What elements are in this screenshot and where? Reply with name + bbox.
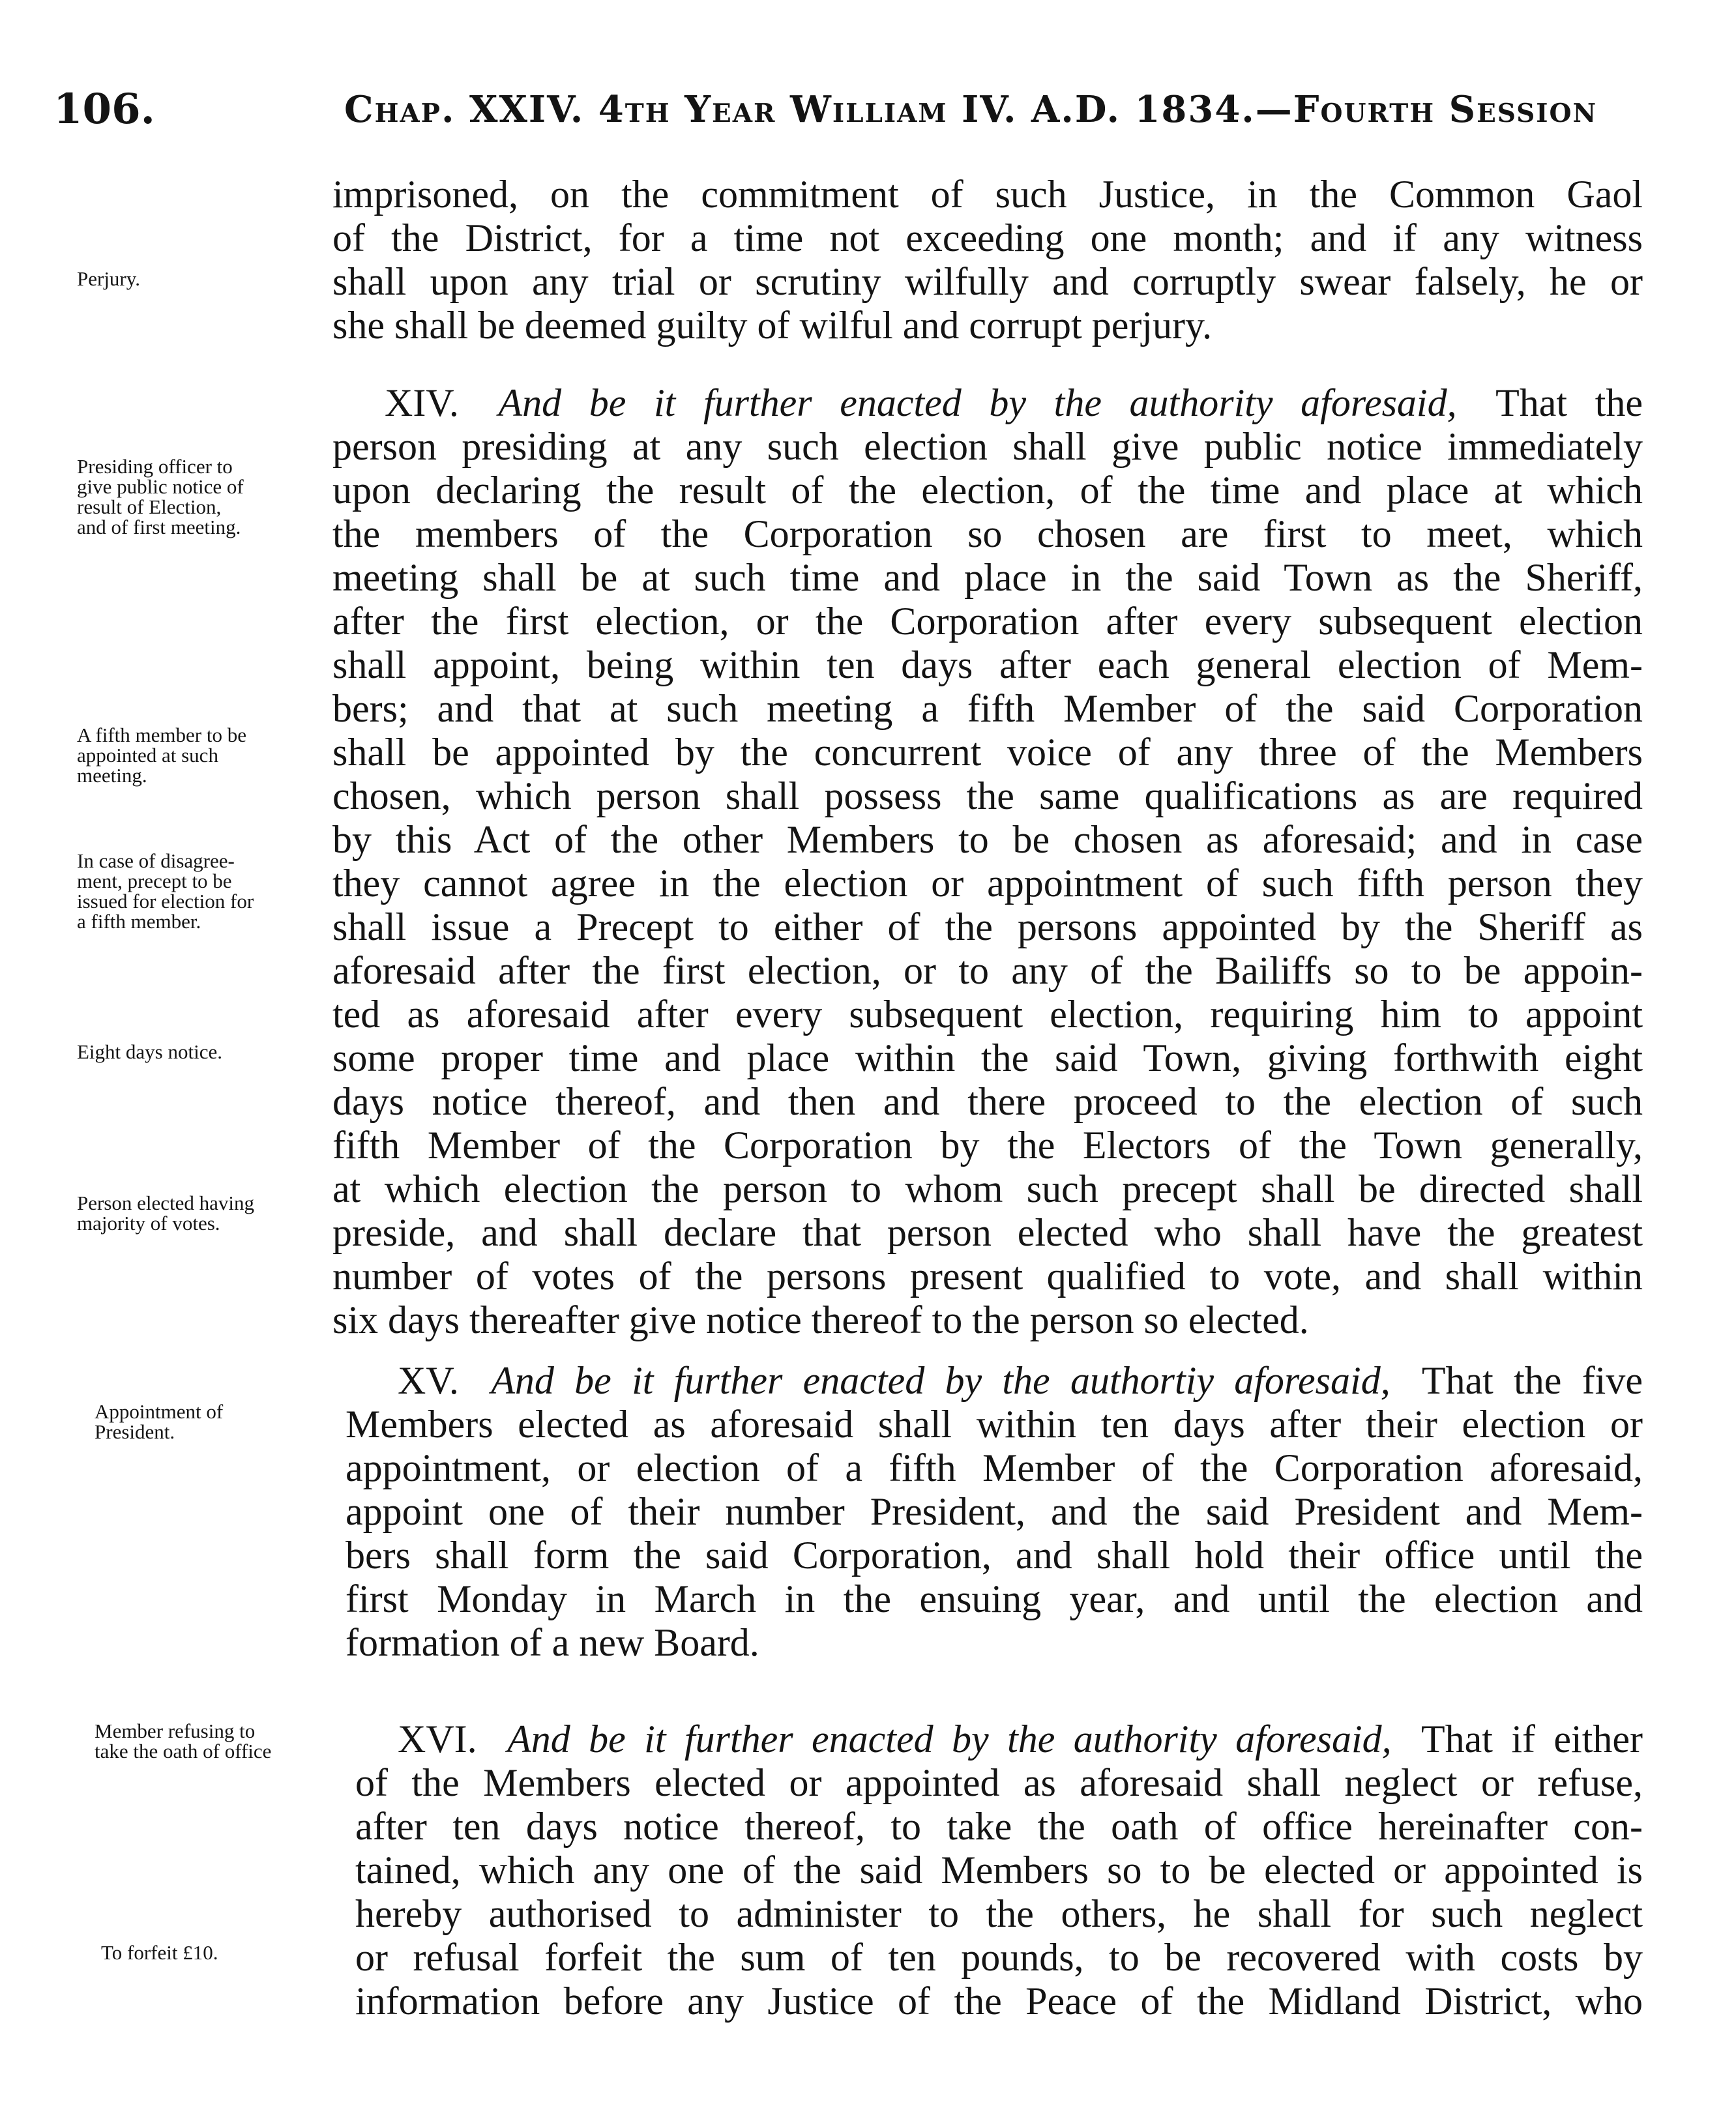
section-number: XV. <box>398 1359 459 1402</box>
text-line: of the Members elected or appointed as aforesaid shall neglect or refuse, <box>355 1761 1643 1804</box>
enacting-clause: And be it further enacted by the authority aforesaid, <box>498 381 1457 424</box>
margin-note-line: take the oath of office <box>95 1740 272 1762</box>
text-line: information before any Justice of the Peace of the Midland District, who <box>355 1980 1643 2023</box>
text-line: bers shall form the said Corporation, and shall hold their office until the <box>346 1534 1643 1577</box>
enacting-clause: And be it further enacted by the authority aforesaid, <box>507 1718 1392 1761</box>
section-opening-line <box>346 1359 1643 1403</box>
margin-note-line: majority of votes. <box>77 1212 220 1235</box>
text-line: or refusal forfeit the sum of ten pounds, to be recovered with costs by <box>355 1936 1643 1979</box>
text-line: appoint one of their number President, and the said President and Mem- <box>346 1490 1643 1533</box>
text-line: after the first election, or the Corporation after every subsequent election <box>332 600 1643 643</box>
section-number: XIV. <box>385 381 459 424</box>
text-line: person presiding at any such election shall give public notice immediately <box>332 425 1643 468</box>
text-line: appointment, or election of a fifth Member of the Corporation aforesaid, <box>346 1446 1643 1489</box>
section-xv <box>346 1359 1643 1665</box>
section-opening-line <box>332 381 1643 425</box>
margin-note-line: In case of disagree- <box>77 849 235 872</box>
margin-note-line: Member refusing to <box>95 1719 256 1742</box>
text-line: after ten days notice thereof, to take the oath of office hereinafter con- <box>355 1805 1643 1848</box>
margin-note-eight-days <box>77 1042 351 1062</box>
text-line: ted as aforesaid after every subsequent election, requiring him to appoint <box>332 993 1643 1036</box>
text-line: shall be appointed by the concurrent voice of any three of the Members <box>332 731 1643 774</box>
text-line: chosen, which person shall possess the same qualifications as are required <box>332 774 1643 817</box>
text-line: meeting shall be at such time and place in the said Town as the Sheriff, <box>332 556 1643 599</box>
text-line: the members of the Corporation so chosen are first to meet, which <box>332 512 1643 555</box>
margin-note-perjury <box>77 269 351 289</box>
margin-note-line: To forfeit £10. <box>101 1941 218 1964</box>
section-text: That the <box>1495 381 1643 424</box>
margin-note-majority <box>77 1193 351 1233</box>
text-line: number of votes of the persons present qualified to vote, and shall within <box>332 1255 1643 1298</box>
margin-note-line: President. <box>95 1420 175 1443</box>
margin-note-disagreement <box>77 851 351 931</box>
margin-note-line: Appointment of <box>95 1400 224 1423</box>
text-line: Members elected as aforesaid shall within ten days after their election or <box>346 1403 1643 1446</box>
text-line: they cannot agree in the election or appointment of such fifth person they <box>332 862 1643 905</box>
margin-note-line: give public notice of <box>77 475 244 498</box>
paragraph-continuation <box>332 173 1643 347</box>
section-opening-line <box>355 1718 1643 1761</box>
margin-note-line: A fifth member to be <box>77 724 246 746</box>
margin-note-line: result of Election, <box>77 495 222 518</box>
margin-note-line: Perjury. <box>77 267 140 290</box>
margin-note-president <box>95 1401 368 1442</box>
text-line: aforesaid after the first election, or to any of the Bailiffs so to be appoin- <box>332 949 1643 992</box>
margin-note-fifth-member <box>77 725 351 785</box>
text-line: at which election the person to whom such precept shall be directed shall <box>332 1167 1643 1210</box>
text-line: bers; and that at such meeting a fifth Member of the said Corporation <box>332 687 1643 730</box>
section-number: XVI. <box>398 1718 477 1761</box>
margin-note-line: Presiding officer to <box>77 455 233 478</box>
text-line: shall issue a Precept to either of the persons appointed by the Sheriff as <box>332 905 1643 948</box>
margin-note-public-notice <box>77 456 351 537</box>
margin-note-line: appointed at such <box>77 744 218 767</box>
text-line: hereby authorised to administer to the others, he shall for such neglect <box>355 1892 1643 1935</box>
margin-note-line: and of first meeting. <box>77 516 241 538</box>
text-line: some proper time and place within the said Town, giving forthwith eight <box>332 1036 1643 1079</box>
section-text: That if either <box>1420 1718 1643 1761</box>
text-line: tained, which any one of the said Members so to be elected or appointed is <box>355 1849 1643 1892</box>
margin-note-line: ment, precept to be <box>77 870 232 892</box>
text-line: days notice thereof, and then and there proceed to the election of such <box>332 1080 1643 1123</box>
margin-note-oath <box>95 1721 368 1761</box>
margin-note-line: meeting. <box>77 764 147 787</box>
margin-note-line: Eight days notice. <box>77 1040 222 1063</box>
margin-note-line: issued for election for <box>77 890 254 913</box>
page-header <box>53 83 1631 142</box>
text-line: shall appoint, being within ten days after each general election of Mem- <box>332 643 1643 686</box>
text-line: preside, and shall declare that person elected who shall have the greatest <box>332 1211 1643 1254</box>
section-xiv <box>332 381 1643 1342</box>
running-head: Chap. XXIV. 4th Year William IV. A.D. 1834.—Fourth Session <box>344 88 1598 131</box>
page-number: 106. <box>53 85 155 134</box>
section-text: That the five <box>1421 1359 1643 1402</box>
text-line: imprisoned, on the commitment of such Justice, in the Common Gaol <box>332 173 1643 216</box>
margin-note-line: Person elected having <box>77 1192 255 1214</box>
enacting-clause: And be it further enacted by the authortiy aforesaid, <box>491 1359 1390 1402</box>
text-line: first Monday in March in the ensuing year, and until the election and <box>346 1577 1643 1620</box>
text-line: fifth Member of the Corporation by the Electors of the Town generally, <box>332 1124 1643 1167</box>
text-line: by this Act of the other Members to be chosen as aforesaid; and in case <box>332 818 1643 861</box>
text-line: formation of a new Board. <box>346 1621 759 1664</box>
text-line: six days thereafter give notice thereof to the person so elected. <box>332 1298 1309 1341</box>
section-xvi <box>355 1718 1643 2023</box>
text-line: she shall be deemed guilty of wilful and corrupt perjury. <box>332 304 1213 347</box>
margin-note-forfeit <box>101 1942 375 1963</box>
text-line: of the District, for a time not exceeding one month; and if any witness <box>332 216 1643 259</box>
text-line: upon declaring the result of the election, of the time and place at which <box>332 469 1643 512</box>
margin-note-line: a fifth member. <box>77 910 201 933</box>
text-line: shall upon any trial or scrutiny wilfully and corruptly swear falsely, he or <box>332 260 1643 303</box>
